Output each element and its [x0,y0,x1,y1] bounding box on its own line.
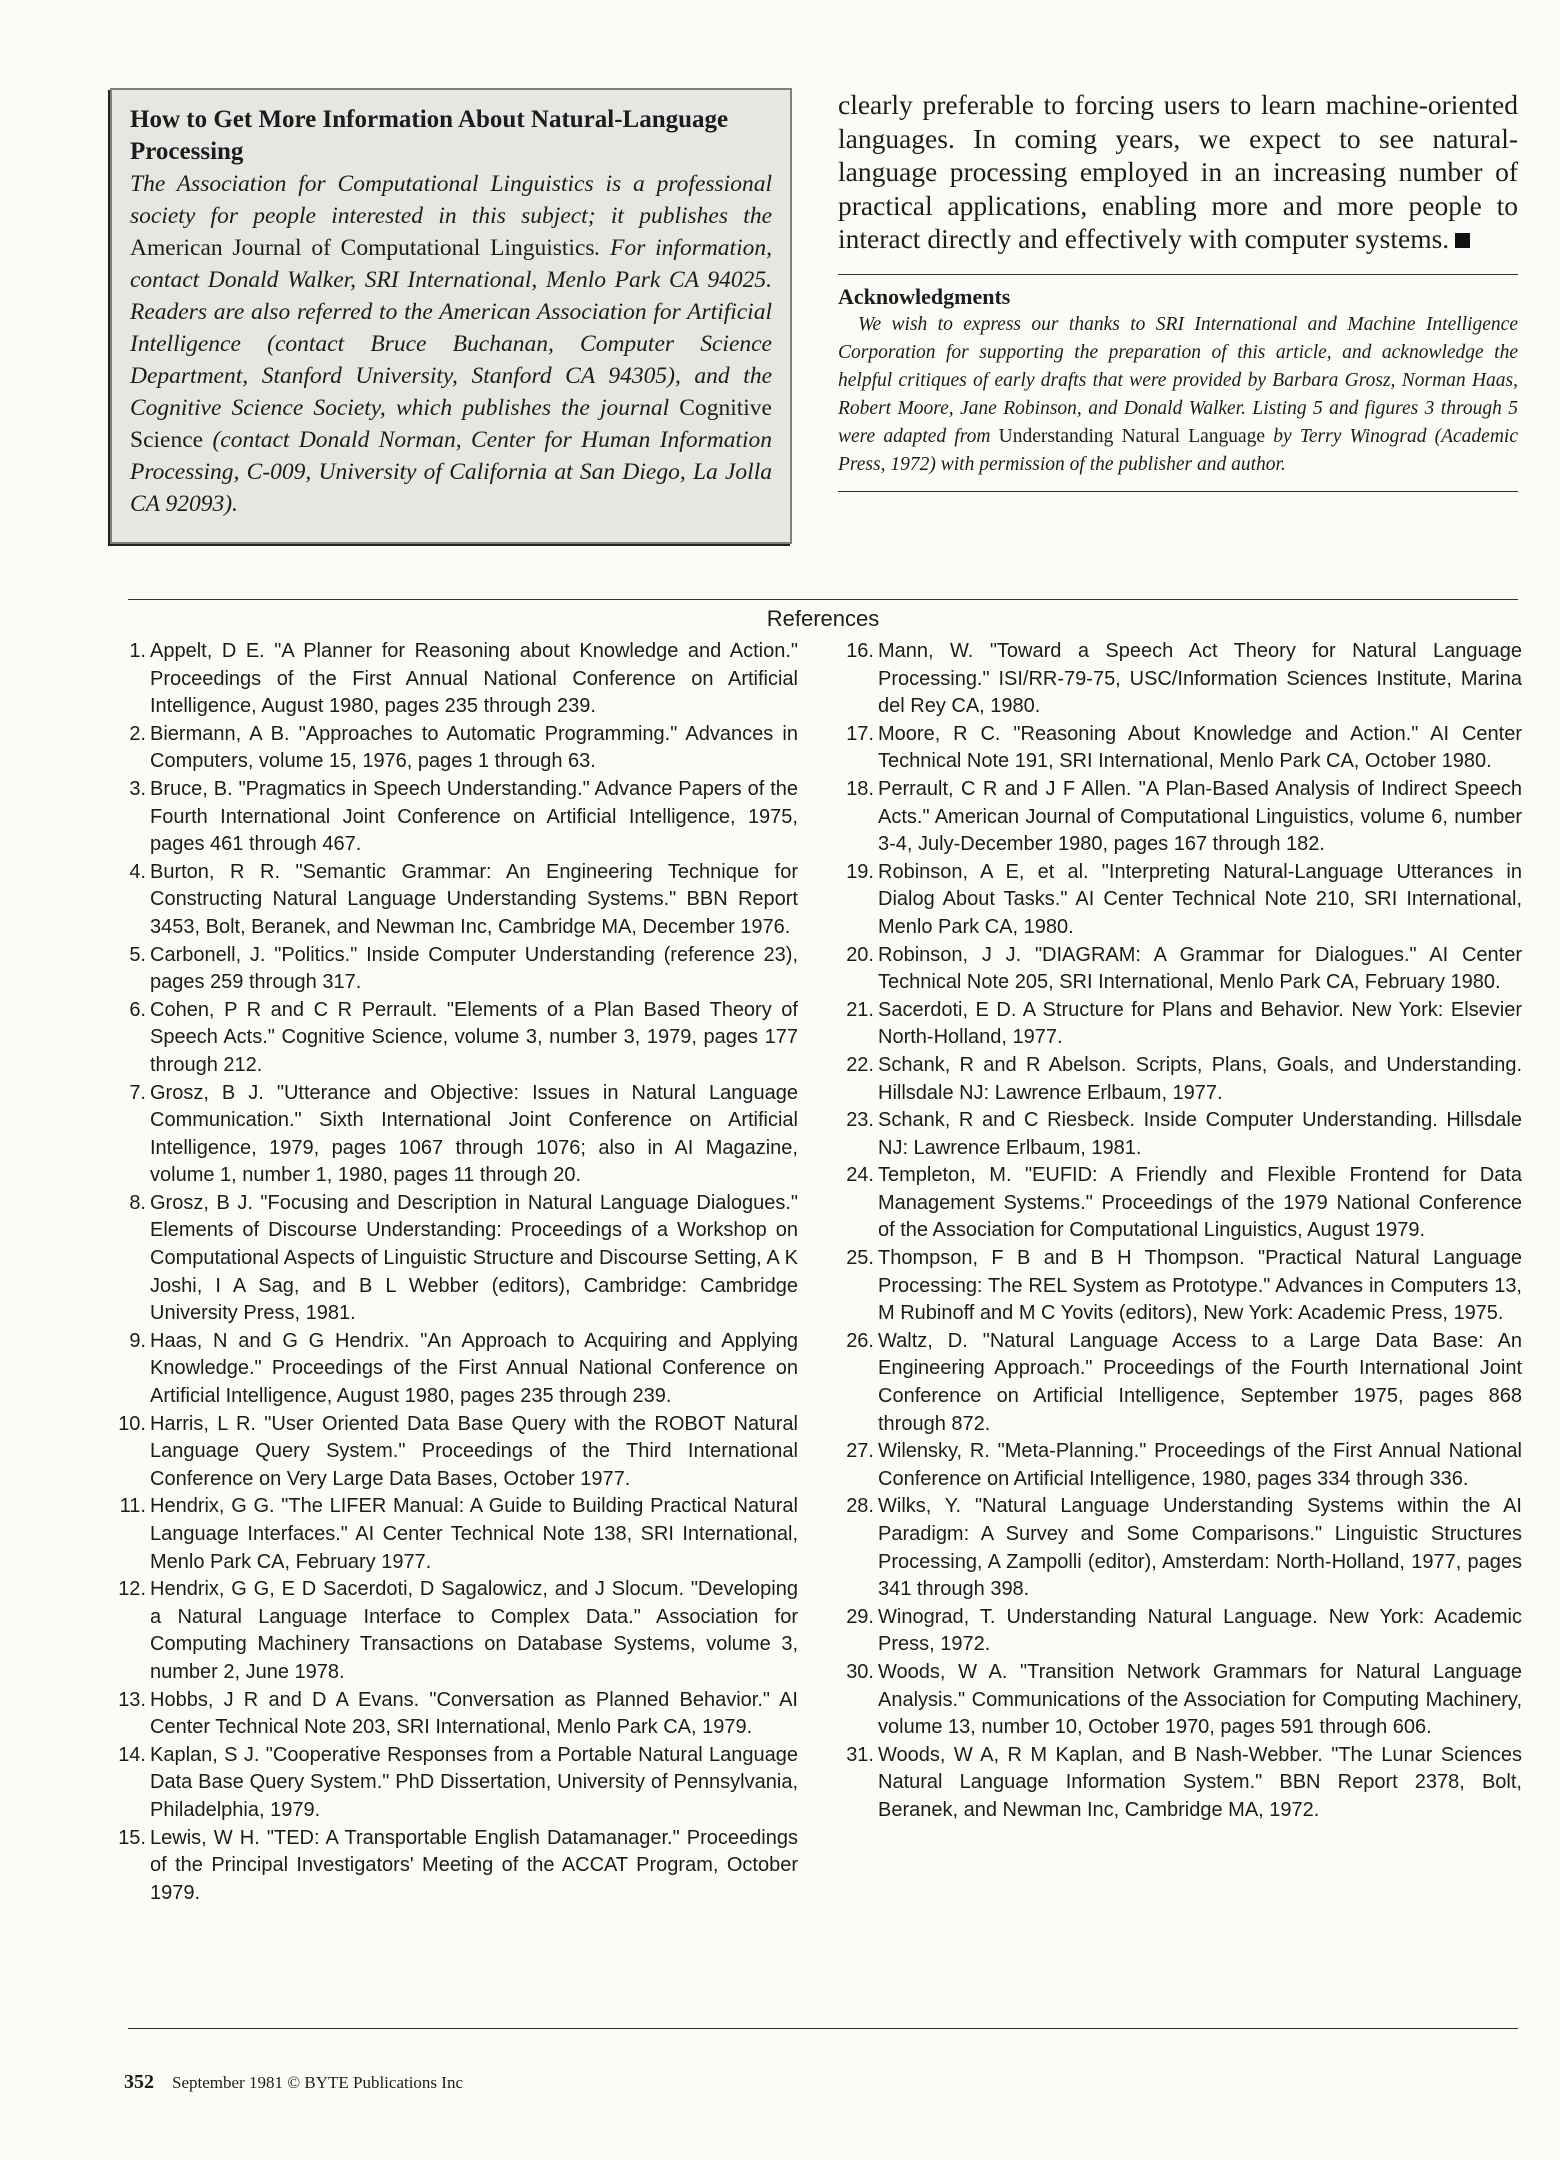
reference-text: Hendrix, G G, E D Sacerdoti, D Sagalowicz, and J Slocum. "Developing a Natural Language Interface to Complex Data." Association for Computing Machinery Transactions on Database Systems, volume 3, number 2, June 1978. [150,1578,798,1683]
reference-item [110,1411,798,1494]
reference-item [838,1162,1522,1245]
reference-text: Perrault, C R and J F Allen. "A Plan-Based Analysis of Indirect Speech Acts." American Journal of Computational Linguistics, volume 6, number 3-4, July-December 1980, pages 167 through 182. [878,777,1522,856]
reference-text: Woods, W A, R M Kaplan, and B Nash-Webber. "The Lunar Sciences Natural Language Information System." BBN Report 2378, Bolt, Beranek, and Newman Inc, Cambridge MA, 1972. [878,1743,1522,1821]
reference-text: Burton, R R. "Semantic Grammar: An Engineering Technique for Constructing Natural Language Understanding Systems." BBN Report 3453, Bolt, Beranek, and Newman Inc, Cambridge MA, December 1976. [150,860,798,938]
reference-item [838,1604,1522,1659]
reference-item [110,776,798,859]
reference-item [110,721,798,776]
reference-text: Moore, R C. "Reasoning About Knowledge and Action." AI Center Technical Note 191, SRI International, Menlo Park CA, October 1980. [878,722,1522,773]
reference-number: 17. [846,722,874,745]
reference-item [838,1742,1522,1825]
reference-item [110,1687,798,1742]
sidebar-body [130,168,772,520]
reference-text: Mann, W. "Toward a Speech Act Theory for Natural Language Processing." ISI/RR-79-75, USC/Information Sciences Institute, Marina del Rey CA, 1980. [878,640,1522,718]
references-rule-bottom [128,2028,1518,2029]
end-mark-icon [1455,233,1470,248]
reference-text: Haas, N and G G Hendrix. "An Approach to Acquiring and Applying Knowledge." Proceedings of the First Annual National Conference on Artificial Intelligence, August 1980, pages 235 through 239. [150,1329,798,1408]
reference-text: Biermann, A B. "Approaches to Automatic Programming." Advances in Computers, volume 15, 1976, pages 1 through 63. [150,722,798,773]
reference-number: 6. [129,998,146,1021]
reference-item [110,1576,798,1686]
reference-text: Winograd, T. Understanding Natural Language. New York: Academic Press, 1972. [878,1605,1522,1656]
reference-item [110,942,798,997]
reference-text: Hobbs, J R and D A Evans. "Conversation as Planned Behavior." AI Center Technical Note 203, SRI International, Menlo Park CA, 1979. [150,1688,798,1739]
reference-item [110,1742,798,1825]
page-number: 352 [124,2071,154,2093]
reference-text: Kaplan, S J. "Cooperative Responses from a Portable Natural Language Data Base Query System." PhD Dissertation, University of Pennsylvania, Philadelphia, 1979. [150,1743,798,1821]
references-heading: References [766,606,880,631]
reference-text: Schank, R and C Riesbeck. Inside Computer Understanding. Hillsdale NJ: Lawrence Erlbaum, 1981. [878,1109,1522,1159]
reference-item [110,638,798,721]
reference-number: 29. [846,1605,874,1628]
reference-number: 15. [118,1826,146,1849]
reference-number: 19. [846,860,874,883]
reference-item [838,721,1522,776]
reference-text: Robinson, A E, et al. "Interpreting Natural-Language Utterances in Dialog About Tasks." AI Center Technical Note 210, SRI International, Menlo Park CA, 1980. [878,860,1522,938]
reference-item [110,1825,798,1908]
sidebar-journal-2: Cognitive Science [130,395,772,453]
reference-text: Sacerdoti, E D. A Structure for Plans and Behavior. New York: Elsevier North-Holland, 1977. [878,998,1522,1049]
reference-text: Carbonell, J. "Politics." Inside Computer Understanding (reference 23), pages 259 through 317. [150,943,798,994]
reference-number: 24. [846,1164,874,1187]
reference-number: 18. [846,777,874,800]
reference-number: 27. [846,1440,874,1463]
reference-text: Wilks, Y. "Natural Language Understanding Systems within the AI Paradigm: A Survey and Some Comparisons." Linguistic Structures Processing, A Zampolli (editor), Amsterdam: North-Holland, 1977, pages 341 through 398. [878,1495,1522,1601]
sidebar-title: How to Get More Information About Natural-Language Processing [130,106,729,165]
conclusion-paragraph [838,88,1518,256]
right-top-column [838,88,1518,492]
reference-text: Grosz, B J. "Utterance and Objective: Issues in Natural Language Communication." Sixth International Joint Conference on Artificial Intelligence, 1979, pages 1067 through 1076; also in AI Magazine, volume 1, number 1, 1980, pages 11 through 20. [150,1081,798,1187]
reference-number: 11. [119,1495,146,1518]
reference-number: 21. [846,998,874,1021]
reference-text: Lewis, W H. "TED: A Transportable English Datamanager." Proceedings of the Principal Investigators' Meeting of the ACCAT Program, October 1979. [150,1826,798,1904]
reference-number: 12. [118,1578,146,1601]
reference-text: Grosz, B J. "Focusing and Description in Natural Language Dialogues." Elements of Discourse Understanding: Proceedings of a Workshop on Computational Aspects of Linguistic Structure and Discourse Setting, A K Joshi, I A Sag, and B L Webber (editors), Cambridge: Cambridge University Press, 1981. [150,1191,798,1325]
reference-number: 9. [129,1329,146,1352]
reference-number: 31. [846,1743,874,1766]
info-sidebar-box [110,88,792,544]
reference-item [838,1328,1522,1438]
reference-item [838,942,1522,997]
reference-text: Woods, W A. "Transition Network Grammars for Natural Language Analysis." Communications of the Association for Computing Machinery, volume 13, number 10, October 1970, pages 591 through 606. [878,1660,1522,1739]
reference-item [110,1493,798,1576]
reference-number: 20. [846,943,874,966]
acknowledgments-text-2: by Terry Winograd (Academic Press, 1972) with permission of the publisher and author. [838,425,1518,475]
reference-number: 3. [129,777,146,800]
references-right-column [838,638,1522,1825]
reference-item [838,1245,1522,1328]
reference-number: 22. [846,1053,874,1076]
reference-text: Harris, L R. "User Oriented Data Base Query with the ROBOT Natural Language Query System." Proceedings of the Third International Conference on Very Large Data Bases, October 1977. [150,1412,798,1490]
reference-item [838,638,1522,721]
reference-text: Appelt, D E. "A Planner for Reasoning about Knowledge and Action." Proceedings of the First Annual National Conference on Artificial Intelligence, August 1980, pages 235 through 239. [150,640,798,718]
conclusion-text: clearly preferable to forcing users to learn machine-oriented languages. In coming years, we expect to see natural-language processing employed in an increasing number of practical applications, enabling more and more people to interact directly and effectively with computer systems. [838,89,1518,254]
reference-number: 1. [129,640,146,662]
reference-text: Wilensky, R. "Meta-Planning." Proceedings of the First Annual National Conference on Artificial Intelligence, 1980, pages 334 through 336. [878,1440,1522,1490]
reference-item [110,1080,798,1190]
reference-item [838,1107,1522,1162]
reference-item [110,859,798,942]
reference-item [838,859,1522,942]
references-rule-top [128,599,1518,600]
acknowledgments-book-title: Understanding Natural Language [998,425,1266,447]
divider [838,491,1518,492]
reference-text: Waltz, D. "Natural Language Access to a Large Data Base: An Engineering Approach." Proceedings of the Fourth International Joint Conference on Artificial Intelligence, September 1975, pages 868 through 872. [878,1329,1522,1435]
reference-text: Thompson, F B and B H Thompson. "Practical Natural Language Processing: The REL System as Prototype." Advances in Computers 13, M Rubinoff and M C Yovits (editors), New York: Academic Press, 1975. [878,1247,1522,1325]
reference-number: 13. [118,1688,146,1711]
reference-number: 16. [846,640,874,662]
sidebar-text-1: The Association for Computational Linguistics is a professional society for people interested in this subject; it publishes the [130,171,772,229]
reference-text: Hendrix, G G. "The LIFER Manual: A Guide to Building Practical Natural Language Interfaces." AI Center Technical Note 138, SRI International, Menlo Park CA, February 1977. [150,1495,798,1573]
reference-number: 4. [129,860,146,883]
reference-number: 26. [846,1329,874,1352]
page-footer [124,2071,463,2094]
reference-item [838,1052,1522,1107]
reference-text: Templeton, M. "EUFID: A Friendly and Flexible Frontend for Data Management Systems." Proceedings of the 1979 National Conference of the Association for Computational Linguistics, August 1979. [878,1164,1522,1242]
reference-text: Cohen, P R and C R Perrault. "Elements of a Plan Based Theory of Speech Acts." Cognitive Science, volume 3, number 3, 1979, pages 177 through 212. [150,998,798,1076]
reference-item [838,1659,1522,1742]
acknowledgments-body [838,311,1518,479]
acknowledgments-text-1: We wish to express our thanks to SRI International and Machine Intelligence Corporation for supporting the preparation of this article, and acknowledge the helpful critiques of early drafts that were provided by Barbara Grosz, Norman Haas, Robert Moore, Jane Robinson, and Donald Walker. Listing 5 and figures 3 through 5 were adapted from [838,313,1518,447]
reference-number: 23. [846,1109,874,1132]
reference-item [838,1493,1522,1603]
acknowledgments-title: Acknowledgments [838,283,1011,309]
reference-item [110,1328,798,1411]
reference-number: 14. [118,1743,146,1766]
reference-item [110,1190,798,1328]
reference-text: Bruce, B. "Pragmatics in Speech Understanding." Advance Papers of the Fourth International Joint Conference on Artificial Intelligence, 1975, pages 461 through 467. [150,777,798,856]
reference-number: 7. [129,1081,146,1104]
reference-number: 10. [118,1412,146,1435]
sidebar-text-2: . For information, contact Donald Walker, SRI International, Menlo Park CA 94025. Readers are also referred to the American Association for Artificial Intelligence (contact Bruce Buchanan, Computer Science Department, Stanford University, Stanford CA 94305), and the Cognitive Science Society, which publishes the journal [130,235,772,421]
reference-item [110,997,798,1080]
reference-item [838,1438,1522,1493]
reference-text: Schank, R and R Abelson. Scripts, Plans, Goals, and Understanding. Hillsdale NJ: Lawrence Erlbaum, 1977. [878,1053,1522,1104]
reference-number: 25. [846,1247,874,1270]
divider [838,274,1518,275]
references-left-column [110,638,798,1907]
footer-credit: September 1981 © BYTE Publications Inc [172,2073,464,2092]
reference-item [838,997,1522,1052]
reference-number: 28. [846,1495,874,1518]
reference-number: 5. [129,943,146,966]
reference-number: 30. [846,1660,874,1683]
reference-number: 2. [129,722,146,745]
sidebar-text-3: (contact Donald Norman, Center for Human Information Processing, C-009, University of California at San Diego, La Jolla CA 92093). [130,427,772,517]
reference-number: 8. [129,1191,146,1214]
sidebar-journal-1: American Journal of Computational Linguistics [130,235,595,261]
reference-item [838,776,1522,859]
reference-text: Robinson, J J. "DIAGRAM: A Grammar for Dialogues." AI Center Technical Note 205, SRI International, Menlo Park CA, February 1980. [878,943,1522,994]
